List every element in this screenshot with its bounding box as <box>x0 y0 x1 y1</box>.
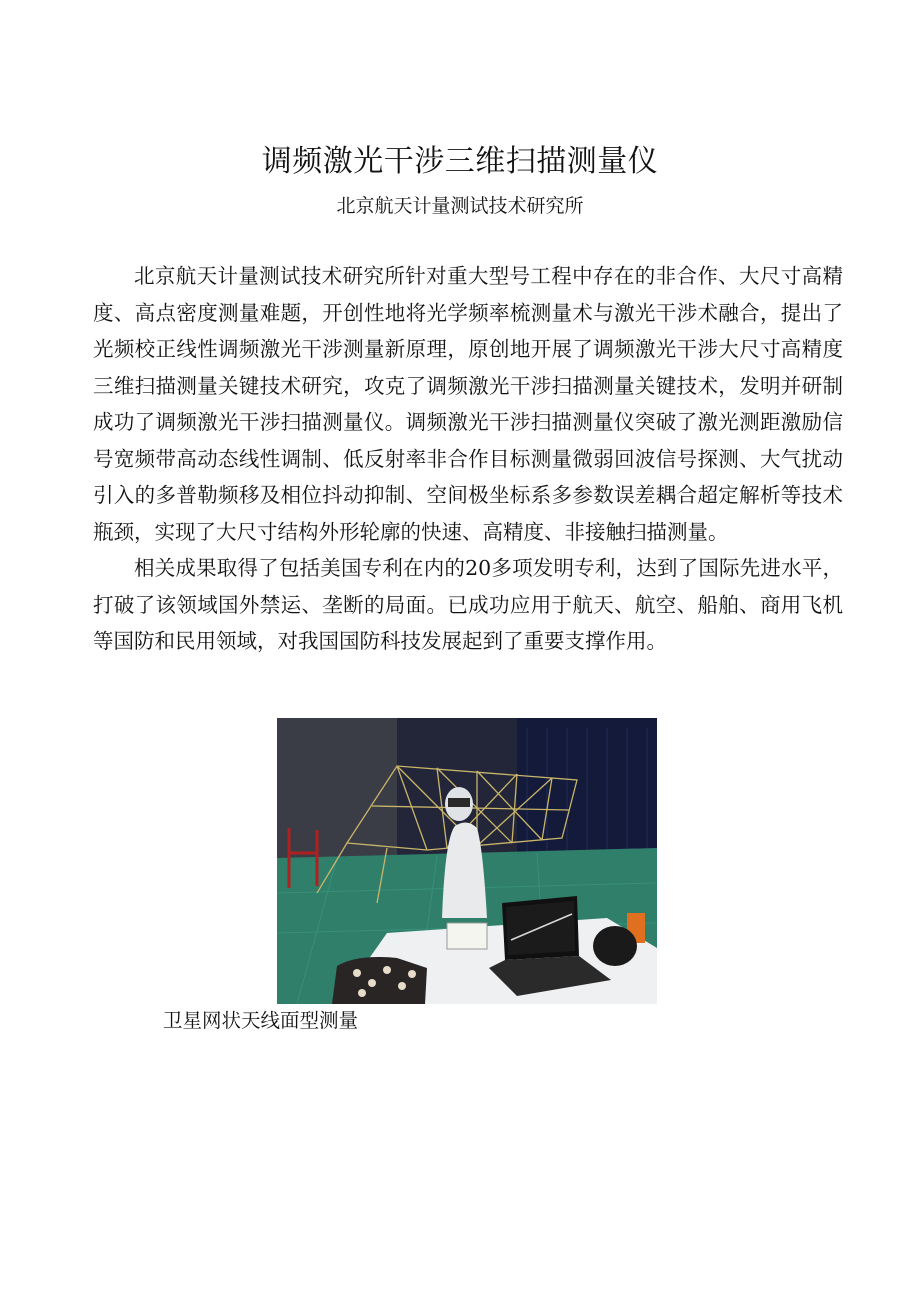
figure-caption: 卫星网状天线面型测量 <box>163 1009 359 1032</box>
paragraph-2: 相关成果取得了包括美国专利在内的20多项发明专利，达到了国际先进水平，打破了该领域国外禁运、垄断的局面。已成功应用于航天、航空、船舶、商用飞机等国防和民用领域，对我国国防科技发展起到了重要支撑作用。 <box>93 556 843 653</box>
figure-photo <box>277 718 657 1004</box>
paragraph-1: 北京航天计量测试技术研究所针对重大型号工程中存在的非合作、大尺寸高精度、高点密度测量难题，开创性地将光学频率梳测量术与激光干涉术融合，提出了光频校正线性调频激光干涉测量新原理，原创地开展了调频激光干涉大尺寸高精度三维扫描测量关键技术研究，攻克了调频激光干涉扫描测量关键技术，发明并研制成功了调频激光干涉扫描测量仪。调频激光干涉扫描测量仪突破了激光测距激励信号宽频带高动态线性调制、低反射率非合作目标测量微弱回波信号探测、大气扰动引入的多普勒频移及相位抖动抑制、空间极坐标系多参数误差耦合超定解析等技术瓶颈，实现了大尺寸结构外形轮廓的快速、高精度、非接触扫描测量。 <box>93 264 843 544</box>
document-title: 调频激光干涉三维扫描测量仪 <box>261 144 659 179</box>
body-text <box>93 258 843 660</box>
document-subtitle: 北京航天计量测试技术研究所 <box>336 195 584 217</box>
